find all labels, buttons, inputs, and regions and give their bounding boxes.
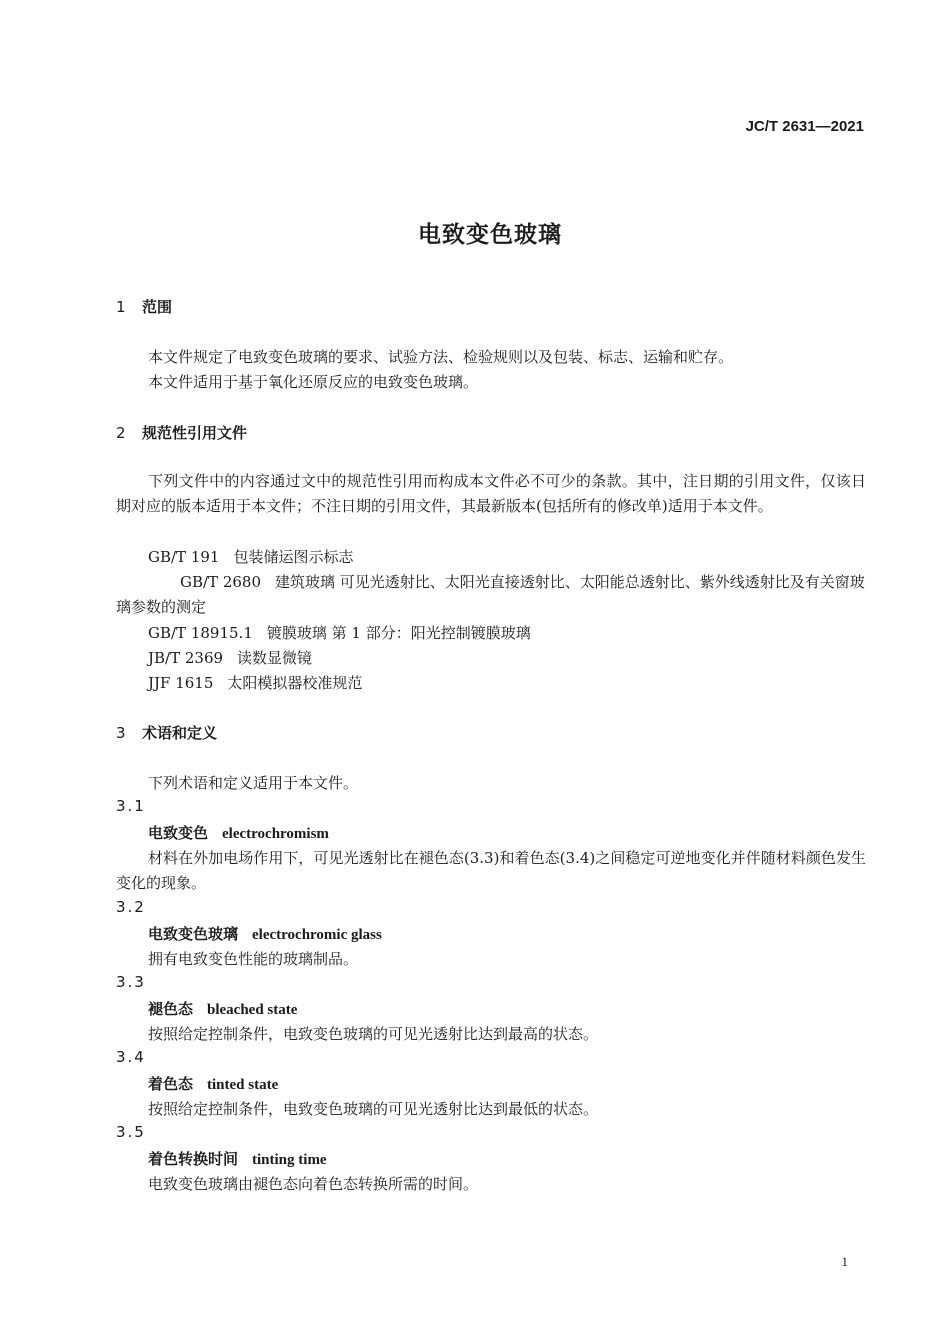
term-zh: 褪色态 bbox=[148, 1000, 194, 1018]
term-definition: 拥有电致变色性能的玻璃制品。 bbox=[148, 950, 359, 968]
term-name bbox=[148, 998, 297, 1019]
section-number: 2 bbox=[116, 424, 126, 442]
reference-item bbox=[116, 570, 866, 619]
page-number: 1 bbox=[841, 1254, 848, 1269]
reference-item bbox=[148, 545, 353, 570]
term-name bbox=[148, 923, 382, 944]
terms-intro: 下列术语和定义适用于本文件。 bbox=[148, 774, 359, 792]
term-name bbox=[148, 822, 329, 843]
section-2-heading bbox=[116, 422, 247, 443]
reference-item bbox=[148, 671, 362, 696]
term-zh: 着色转换时间 bbox=[148, 1150, 239, 1168]
term-number: 3.1 bbox=[116, 797, 146, 815]
term-definition: 材料在外加电场作用下，可见光透射比在褪色态(3.3)和着色态(3.4)之间稳定可逆地变化并伴随材料颜色发生变化的现象。 bbox=[116, 849, 866, 892]
section-3-heading bbox=[116, 722, 217, 743]
term-en: electrochromism bbox=[222, 826, 329, 842]
term-name bbox=[148, 1148, 327, 1169]
term-number: 3.4 bbox=[116, 1048, 146, 1066]
section-number: 3 bbox=[116, 724, 126, 742]
standard-code: JC/T 2631—2021 bbox=[745, 118, 864, 135]
section-title: 范围 bbox=[142, 298, 173, 316]
reference-item bbox=[148, 621, 531, 646]
term-en: bleached state bbox=[207, 1002, 298, 1018]
reference-code: JB/T 2369 bbox=[148, 649, 224, 667]
reference-code: JJF 1615 bbox=[148, 674, 214, 692]
term-number: 3.2 bbox=[116, 898, 146, 916]
term-definition: 按照给定控制条件，电致变色玻璃的可见光透射比达到最低的状态。 bbox=[148, 1100, 599, 1118]
references-intro: 下列文件中的内容通过文中的规范性引用而构成本文件必不可少的条款。其中，注日期的引用文件，仅该日期对应的版本适用于本文件；不注日期的引用文件，其最新版本(包括所有的修改单)适用于本文件。 bbox=[116, 472, 866, 515]
term-en: electrochromic glass bbox=[252, 927, 382, 943]
reference-title: 太阳模拟器校准规范 bbox=[227, 674, 363, 692]
term-name bbox=[148, 1073, 278, 1094]
reference-code: GB/T 191 bbox=[148, 548, 220, 566]
reference-code: GB/T 18915.1 bbox=[148, 624, 253, 642]
reference-title: 建筑玻璃 可见光透射比、太阳光直接透射比、太阳能总透射比、紫外线透射比及有关窗玻璃参数的测定 bbox=[116, 573, 865, 616]
term-number: 3.3 bbox=[116, 973, 146, 991]
term-definition: 按照给定控制条件，电致变色玻璃的可见光透射比达到最高的状态。 bbox=[148, 1025, 599, 1043]
term-definition: 电致变色玻璃由褪色态向着色态转换所需的时间。 bbox=[148, 1175, 479, 1193]
scope-paragraph-2: 本文件适用于基于氧化还原反应的电致变色玻璃。 bbox=[148, 373, 479, 391]
term-en: tinting time bbox=[252, 1152, 327, 1168]
term-zh: 电致变色 bbox=[148, 824, 209, 842]
scope-paragraph-1: 本文件规定了电致变色玻璃的要求、试验方法、检验规则以及包装、标志、运输和贮存。 bbox=[148, 348, 734, 366]
section-1-heading bbox=[116, 296, 172, 317]
document-title: 电致变色玻璃 bbox=[418, 222, 562, 248]
term-zh: 电致变色玻璃 bbox=[148, 925, 239, 943]
term-en: tinted state bbox=[207, 1077, 279, 1093]
reference-title: 镀膜玻璃 第 1 部分：阳光控制镀膜玻璃 bbox=[266, 624, 531, 642]
section-title: 术语和定义 bbox=[142, 724, 218, 742]
reference-title: 包装储运图示标志 bbox=[233, 548, 354, 566]
reference-code: GB/T 2680 bbox=[180, 573, 262, 591]
reference-title: 读数显微镜 bbox=[237, 649, 313, 667]
term-zh: 着色态 bbox=[148, 1075, 194, 1093]
reference-item bbox=[148, 646, 312, 671]
section-title: 规范性引用文件 bbox=[142, 424, 248, 442]
term-number: 3.5 bbox=[116, 1123, 146, 1141]
section-number: 1 bbox=[116, 298, 126, 316]
